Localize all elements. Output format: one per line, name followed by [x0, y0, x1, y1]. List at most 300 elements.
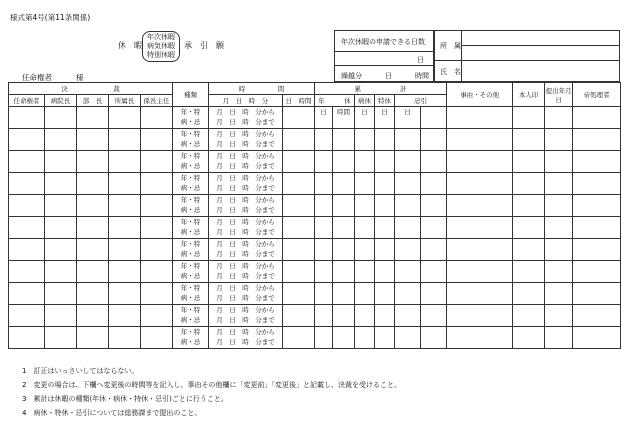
submitted-cell[interactable] [545, 195, 573, 217]
approval-cell[interactable] [109, 107, 141, 129]
reason-cell[interactable] [447, 239, 513, 261]
approval-cell[interactable] [77, 151, 109, 173]
total-cell[interactable] [333, 327, 355, 349]
days-cell[interactable] [283, 107, 315, 129]
days-cell[interactable] [283, 261, 315, 283]
period-to[interactable]: 月 日 時 分まで [216, 118, 275, 127]
note-4: 4 病休・特休・忌引については総務課まで提出のこと。 [22, 409, 202, 417]
approval-cell[interactable] [9, 327, 45, 349]
seal-cell[interactable] [513, 107, 545, 129]
total-cell[interactable] [395, 261, 421, 283]
approval-cell[interactable] [141, 195, 173, 217]
total-cell[interactable] [395, 173, 421, 195]
period-from[interactable]: 月 日 時 分から [216, 107, 275, 116]
total-cell[interactable] [395, 129, 421, 151]
clerk-cell[interactable] [573, 173, 621, 195]
approval-cell[interactable] [9, 151, 45, 173]
approval-cell[interactable] [77, 239, 109, 261]
approval-cell[interactable] [141, 129, 173, 151]
total-cell[interactable] [375, 327, 395, 349]
type-header: 種類 [173, 83, 209, 107]
approval-cell[interactable] [109, 261, 141, 283]
clerk-cell[interactable] [573, 129, 621, 151]
total-cell[interactable] [333, 239, 355, 261]
period-cell[interactable] [209, 173, 283, 195]
total-cell[interactable] [315, 305, 333, 327]
reason-cell[interactable] [447, 327, 513, 349]
total-unit: 時間 [337, 108, 351, 116]
total-cell[interactable] [375, 151, 395, 173]
total-cell[interactable] [355, 239, 375, 261]
submitted-cell[interactable] [545, 173, 573, 195]
total-cell[interactable] [315, 151, 333, 173]
submitted-cell[interactable] [545, 107, 573, 129]
total-cell[interactable] [421, 173, 447, 195]
leave-row [9, 239, 621, 261]
period-header: 時 間 [209, 83, 315, 95]
leave-row [9, 195, 621, 217]
annual-day-unit[interactable]: 日 [417, 56, 424, 64]
total-cell[interactable] [315, 107, 333, 129]
seal-cell[interactable] [513, 129, 545, 151]
approval-cell[interactable] [109, 173, 141, 195]
period-cell[interactable] [209, 217, 283, 239]
total-cell[interactable] [395, 305, 421, 327]
total-cell[interactable] [421, 283, 447, 305]
approval-cell[interactable] [77, 107, 109, 129]
reason-cell[interactable] [447, 173, 513, 195]
type-cell[interactable] [173, 195, 209, 217]
seal-cell[interactable] [513, 217, 545, 239]
total-header: 累 計 [315, 83, 447, 95]
carryover-day[interactable]: 日 [385, 72, 392, 80]
carryover-hour[interactable]: 時間 [415, 72, 429, 80]
type-option-1[interactable]: 年・特 [180, 261, 201, 270]
submitted-cell[interactable] [545, 151, 573, 173]
total-cell[interactable] [375, 239, 395, 261]
approval-cell[interactable] [77, 173, 109, 195]
total-cell[interactable] [355, 107, 375, 129]
type-option-2[interactable]: 病・忌 [180, 140, 201, 149]
period-to[interactable]: 月 日 時 分まで [216, 206, 275, 215]
period-from[interactable]: 月 日 時 分から [216, 283, 275, 292]
total-cell[interactable] [355, 129, 375, 151]
total-unit: 日 [320, 108, 327, 116]
total-cell[interactable] [315, 327, 333, 349]
period-to[interactable]: 月 日 時 分まで [216, 228, 275, 237]
total-cell[interactable] [333, 151, 355, 173]
approval-cell[interactable] [9, 107, 45, 129]
total-cell[interactable] [421, 129, 447, 151]
dept-label: 所 属 [440, 42, 461, 50]
total-cell[interactable] [315, 173, 333, 195]
approver-chief: 係長主任 [141, 95, 173, 107]
type-cell[interactable] [173, 151, 209, 173]
approval-cell[interactable] [141, 327, 173, 349]
clerk-cell[interactable] [573, 107, 621, 129]
type-cell[interactable] [173, 327, 209, 349]
days-cell[interactable] [283, 283, 315, 305]
total-cell[interactable] [355, 217, 375, 239]
approval-cell[interactable] [45, 283, 77, 305]
submitted-cell[interactable] [545, 217, 573, 239]
seal-cell[interactable] [513, 195, 545, 217]
approval-cell[interactable] [9, 239, 45, 261]
seal-cell[interactable] [513, 283, 545, 305]
approval-cell[interactable] [77, 327, 109, 349]
period-to[interactable]: 月 日 時 分まで [216, 294, 275, 303]
period-to[interactable]: 月 日 時 分まで [216, 338, 275, 347]
approval-cell[interactable] [109, 195, 141, 217]
type-option-2[interactable]: 病・忌 [180, 294, 201, 303]
approval-cell[interactable] [77, 261, 109, 283]
reason-cell[interactable] [447, 107, 513, 129]
total-unit: 日 [381, 108, 388, 116]
total-cell[interactable] [355, 327, 375, 349]
approver-section-head: 所属長 [109, 95, 141, 107]
period-from[interactable]: 月 日 時 分から [216, 151, 275, 160]
leave-type-special: 特別休暇 [147, 51, 175, 59]
period-cell[interactable] [209, 305, 283, 327]
total-cell[interactable] [355, 283, 375, 305]
approval-cell[interactable] [109, 283, 141, 305]
notes [22, 364, 401, 420]
clerk-cell[interactable] [573, 327, 621, 349]
type-option-2[interactable]: 病・忌 [180, 118, 201, 127]
total-cell[interactable] [395, 195, 421, 217]
approval-cell[interactable] [141, 217, 173, 239]
days-cell[interactable] [283, 129, 315, 151]
period-from[interactable]: 月 日 時 分から [216, 195, 275, 204]
note-2: 2 変更の場合は、下欄へ変更後の時間等を記入し、事由その他欄に「変更前」「変更後」と記載し、決裁を受けること。 [22, 381, 401, 389]
total-cell[interactable] [375, 107, 395, 129]
days-cell[interactable] [283, 195, 315, 217]
total-sick-header: 病休 [355, 95, 375, 107]
approval-cell[interactable] [109, 217, 141, 239]
note-1: 1 訂正はいっさいしてはならない。 [22, 367, 139, 375]
decision-header: 決 裁 [9, 83, 173, 95]
total-unit: 日 [404, 108, 411, 116]
approval-cell[interactable] [109, 327, 141, 349]
reason-cell[interactable] [447, 217, 513, 239]
leave-table [8, 82, 621, 349]
period-from[interactable]: 月 日 時 分から [216, 217, 275, 226]
total-cell[interactable] [375, 261, 395, 283]
total-cell[interactable] [421, 151, 447, 173]
approval-cell[interactable] [141, 107, 173, 129]
type-option-2[interactable]: 病・忌 [180, 250, 201, 259]
total-cell[interactable] [421, 327, 447, 349]
total-cell[interactable] [395, 327, 421, 349]
submitted-cell[interactable] [545, 129, 573, 151]
total-cell[interactable] [333, 129, 355, 151]
approval-cell[interactable] [9, 283, 45, 305]
reason-header: 事由・その他 [447, 83, 513, 107]
approval-cell[interactable] [9, 195, 45, 217]
type-cell[interactable] [173, 129, 209, 151]
total-cell[interactable] [421, 239, 447, 261]
total-cell[interactable] [375, 173, 395, 195]
clerk-cell[interactable] [573, 283, 621, 305]
total-cell[interactable] [355, 173, 375, 195]
applicant-box [434, 30, 620, 82]
approval-cell[interactable] [45, 239, 77, 261]
total-unit: 日 [361, 108, 368, 116]
reason-cell[interactable] [447, 151, 513, 173]
submitted-cell[interactable] [545, 261, 573, 283]
leave-row [9, 283, 621, 305]
clerk-cell[interactable] [573, 151, 621, 173]
period-to[interactable]: 月 日 時 分まで [216, 316, 275, 325]
approval-cell[interactable] [45, 173, 77, 195]
approval-cell[interactable] [141, 283, 173, 305]
approval-cell[interactable] [109, 239, 141, 261]
type-option-1[interactable]: 年・特 [180, 327, 201, 336]
period-cell[interactable] [209, 151, 283, 173]
form-id: 様式第4号(第11条関係) [10, 13, 91, 22]
type-cell[interactable] [173, 261, 209, 283]
type-cell[interactable] [173, 107, 209, 129]
type-option-2[interactable]: 病・忌 [180, 316, 201, 325]
type-option-1[interactable]: 年・特 [180, 217, 201, 226]
total-cell[interactable] [355, 261, 375, 283]
total-cell[interactable] [315, 195, 333, 217]
approval-cell[interactable] [77, 217, 109, 239]
type-option-2[interactable]: 病・忌 [180, 338, 201, 347]
period-cell[interactable] [209, 107, 283, 129]
total-annual-header: 年 休 [315, 95, 355, 107]
total-cell[interactable] [375, 283, 395, 305]
period-from[interactable]: 月 日 時 分から [216, 261, 275, 270]
period-cell[interactable] [209, 129, 283, 151]
leave-row [9, 261, 621, 283]
recipient-honorific: 様 [76, 73, 84, 82]
type-cell[interactable] [173, 305, 209, 327]
type-option-1[interactable]: 年・特 [180, 173, 201, 182]
total-special-header: 特休 [375, 95, 395, 107]
total-cell[interactable] [421, 107, 447, 129]
total-cell[interactable] [315, 239, 333, 261]
approval-cell[interactable] [9, 217, 45, 239]
submitted-cell[interactable] [545, 305, 573, 327]
period-from[interactable]: 月 日 時 分から [216, 173, 275, 182]
total-cell[interactable] [333, 261, 355, 283]
seal-cell[interactable] [513, 305, 545, 327]
total-cell[interactable] [395, 283, 421, 305]
leave-type-group [142, 31, 180, 62]
reason-cell[interactable] [447, 129, 513, 151]
type-option-2[interactable]: 病・忌 [180, 206, 201, 215]
reason-cell[interactable] [447, 283, 513, 305]
clerk-cell[interactable] [573, 239, 621, 261]
type-cell[interactable] [173, 283, 209, 305]
total-cell[interactable] [315, 217, 333, 239]
type-option-2[interactable]: 病・忌 [180, 272, 201, 281]
approval-cell[interactable] [45, 151, 77, 173]
leave-row [9, 151, 621, 173]
days-cell[interactable] [283, 173, 315, 195]
total-cell[interactable] [421, 217, 447, 239]
approval-cell[interactable] [9, 261, 45, 283]
total-cell[interactable] [375, 305, 395, 327]
type-option-1[interactable]: 年・特 [180, 129, 201, 138]
leave-row [9, 129, 621, 151]
total-cell[interactable] [355, 305, 375, 327]
type-cell[interactable] [173, 173, 209, 195]
approval-cell[interactable] [45, 195, 77, 217]
total-cell[interactable] [333, 173, 355, 195]
period-sub-days: 日 時間 [283, 95, 315, 107]
days-cell[interactable] [283, 217, 315, 239]
annual-leave-box [334, 30, 434, 82]
type-option-1[interactable]: 年・特 [180, 283, 201, 292]
period-to[interactable]: 月 日 時 分まで [216, 272, 275, 281]
period-cell[interactable] [209, 261, 283, 283]
approval-cell[interactable] [45, 107, 77, 129]
approval-cell[interactable] [109, 151, 141, 173]
type-option-1[interactable]: 年・特 [180, 151, 201, 160]
seal-cell[interactable] [513, 261, 545, 283]
total-cell[interactable] [355, 195, 375, 217]
total-cell[interactable] [395, 217, 421, 239]
approval-cell[interactable] [77, 305, 109, 327]
total-cell[interactable] [375, 217, 395, 239]
days-cell[interactable] [283, 327, 315, 349]
leave-row [9, 327, 621, 349]
total-cell[interactable] [333, 217, 355, 239]
period-to[interactable]: 月 日 時 分まで [216, 250, 275, 259]
total-cell[interactable] [375, 195, 395, 217]
total-bereavement-header: 忌引 [395, 95, 447, 107]
approval-cell[interactable] [109, 305, 141, 327]
clerk-cell[interactable] [573, 261, 621, 283]
total-cell[interactable] [375, 129, 395, 151]
type-cell[interactable] [173, 217, 209, 239]
approval-cell[interactable] [45, 261, 77, 283]
total-cell[interactable] [395, 239, 421, 261]
total-cell[interactable] [395, 107, 421, 129]
reason-cell[interactable] [447, 305, 513, 327]
period-cell[interactable] [209, 195, 283, 217]
total-cell[interactable] [395, 151, 421, 173]
seal-cell[interactable] [513, 239, 545, 261]
type-option-1[interactable]: 年・特 [180, 305, 201, 314]
leave-type-sick: 病気休暇 [147, 42, 175, 50]
type-cell[interactable] [173, 239, 209, 261]
leave-row [9, 217, 621, 239]
period-cell[interactable] [209, 239, 283, 261]
submitted-cell[interactable] [545, 327, 573, 349]
total-cell[interactable] [333, 195, 355, 217]
approval-cell[interactable] [141, 151, 173, 173]
approval-cell[interactable] [141, 239, 173, 261]
title-right: 承 引 願 [184, 41, 224, 50]
approval-cell[interactable] [9, 173, 45, 195]
submitted-cell[interactable] [545, 283, 573, 305]
leave-row [9, 305, 621, 327]
total-cell[interactable] [315, 283, 333, 305]
submitted-cell[interactable] [545, 239, 573, 261]
total-cell[interactable] [315, 129, 333, 151]
approval-cell[interactable] [45, 217, 77, 239]
total-cell[interactable] [421, 261, 447, 283]
seal-header: 本人印 [513, 83, 545, 107]
approval-cell[interactable] [9, 305, 45, 327]
clerk-cell[interactable] [573, 305, 621, 327]
period-from[interactable]: 月 日 時 分から [216, 305, 275, 314]
carryover-label: 繰越分 [341, 72, 362, 80]
approval-cell[interactable] [45, 305, 77, 327]
leave-rows [9, 107, 621, 349]
total-cell[interactable] [333, 107, 355, 129]
submitted-header: 提出年月日 [545, 83, 573, 107]
approval-cell[interactable] [45, 327, 77, 349]
clerk-cell[interactable] [573, 217, 621, 239]
reason-cell[interactable] [447, 195, 513, 217]
days-cell[interactable] [283, 151, 315, 173]
total-cell[interactable] [333, 305, 355, 327]
leave-row [9, 173, 621, 195]
clerk-cell[interactable] [573, 195, 621, 217]
period-to[interactable]: 月 日 時 分まで [216, 162, 275, 171]
total-cell[interactable] [421, 305, 447, 327]
period-cell[interactable] [209, 283, 283, 305]
approval-cell[interactable] [109, 129, 141, 151]
clerk-header: 帝処理者 [573, 83, 621, 107]
total-cell[interactable] [355, 151, 375, 173]
period-sub-datetime: 月 日 時 分 [209, 95, 283, 107]
seal-cell[interactable] [513, 151, 545, 173]
period-from[interactable]: 月 日 時 分から [216, 129, 275, 138]
approval-cell[interactable] [77, 129, 109, 151]
period-cell[interactable] [209, 327, 283, 349]
approval-cell[interactable] [45, 129, 77, 151]
approval-cell[interactable] [141, 261, 173, 283]
annual-leave-label: 年次休暇の申請できる日数 [341, 38, 425, 46]
type-option-1[interactable]: 年・特 [180, 195, 201, 204]
approver-director: 病院長 [45, 95, 77, 107]
leave-type-annual: 年次休暇 [147, 33, 175, 41]
approval-cell[interactable] [9, 129, 45, 151]
total-cell[interactable] [315, 261, 333, 283]
type-option-2[interactable]: 病・忌 [180, 184, 201, 193]
approval-cell[interactable] [141, 173, 173, 195]
days-cell[interactable] [283, 239, 315, 261]
name-label: 氏 名 [440, 68, 461, 76]
type-option-1[interactable]: 年・特 [180, 107, 201, 116]
period-to[interactable]: 月 日 時 分まで [216, 184, 275, 193]
period-from[interactable]: 月 日 時 分から [216, 327, 275, 336]
period-to[interactable]: 月 日 時 分まで [216, 140, 275, 149]
total-cell[interactable] [333, 283, 355, 305]
leave-row [9, 107, 621, 129]
total-cell[interactable] [421, 195, 447, 217]
reason-cell[interactable] [447, 261, 513, 283]
type-option-2[interactable]: 病・忌 [180, 162, 201, 171]
seal-cell[interactable] [513, 173, 545, 195]
type-option-2[interactable]: 病・忌 [180, 228, 201, 237]
recipient-label: 任命権者 [22, 73, 52, 82]
approval-cell[interactable] [77, 283, 109, 305]
days-cell[interactable] [283, 305, 315, 327]
type-option-1[interactable]: 年・特 [180, 239, 201, 248]
title-left: 休 暇 [118, 41, 142, 50]
seal-cell[interactable] [513, 327, 545, 349]
approval-cell[interactable] [77, 195, 109, 217]
approval-cell[interactable] [141, 305, 173, 327]
period-from[interactable]: 月 日 時 分から [216, 239, 275, 248]
note-3: 3 累計は休暇の種類(年休・病休・特休・忌引)ごとに行うこと。 [22, 395, 228, 403]
